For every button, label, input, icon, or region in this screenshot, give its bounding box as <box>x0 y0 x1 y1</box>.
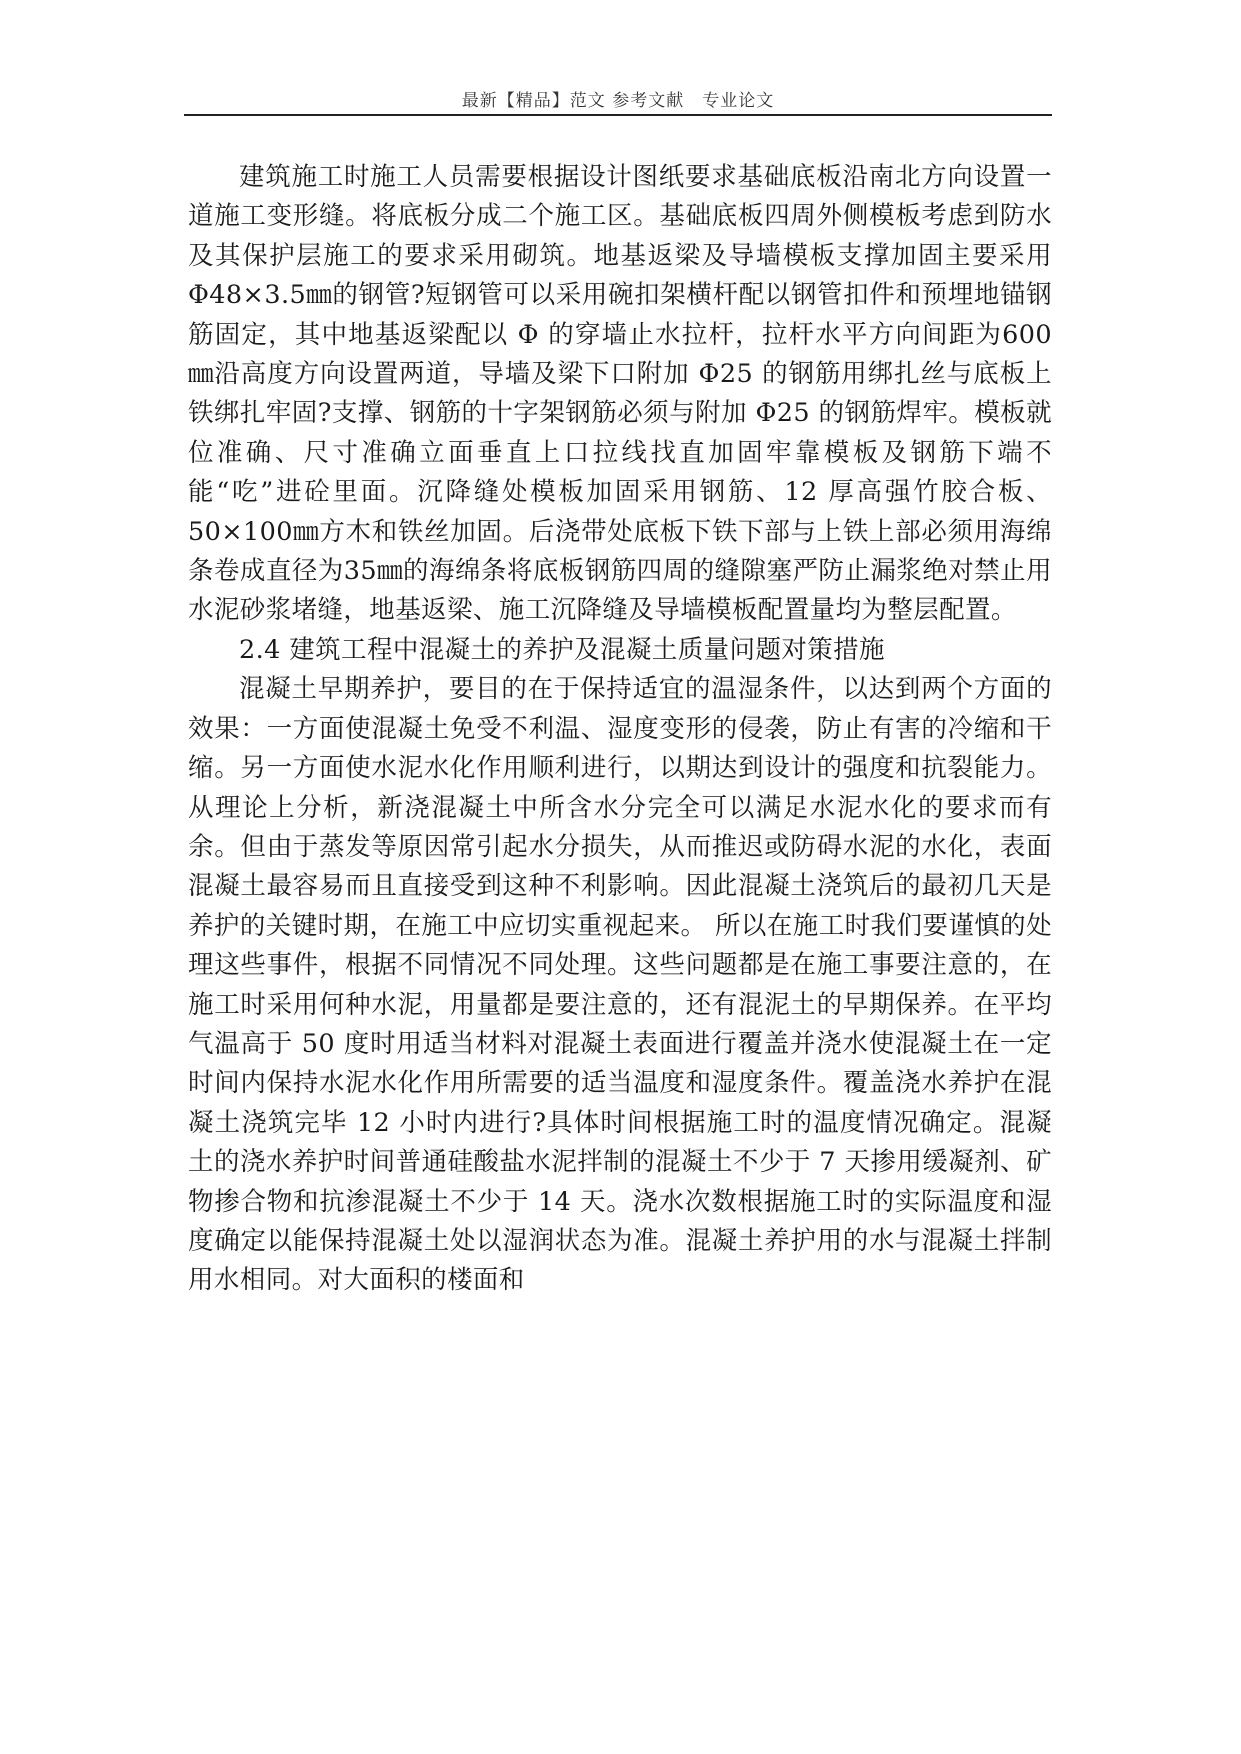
header-divider <box>184 114 1052 116</box>
page-header: 最新【精品】范文 参考文献 专业论文 <box>461 91 775 111</box>
section-heading: 2.4 建筑工程中混凝土的养护及混凝土质量问题对策措施 <box>239 634 885 665</box>
document-body <box>188 158 1052 1301</box>
paragraph-curing: 混凝土早期养护，要目的在于保持适宜的温湿条件，以达到两个方面的效果：一方面使混凝土免受不利温、湿度变形的侵袭，防止有害的冷缩和干缩。另一方面使水泥水化作用顺利进行，以期达到设计的强度和抗裂能力。 从理论上分析，新浇混凝土中所含水分完全可以满足水泥水化的要求而有余。但由于蒸发等原因常引起水分损失，从而推迟或防碍水泥的水化，表面混凝土最容易而且直接受到这种不利影响。因此混凝土浇筑后的最初几天是养护的关键时期，在施工中应切实重视起来。 所以在施工时我们要谨慎的处理这些事件，根据不同情况不同处理。这些问题都是在施工事要注意的，在施工时采用何种水泥，用量都是要注意的，还有混泥土的早期保养。在平均气温高于 50 度时用适当材料对混凝土表面进行覆盖并浇水使混凝土在一定时间内保持水泥水化作用所需要的适当温度和湿度条件。覆盖浇水养护在混凝土浇筑完毕 12 小时内进行?具体时间根据施工时的温度情况确定。混凝土的浇水养护时间普通硅酸盐水泥拌制的混凝土不少于 7 天掺用缓凝剂、矿物掺合物和抗渗混凝土不少于 14 天。浇水次数根据施工时的实际温度和湿度确定以能保持混凝土处以湿润状态为准。混凝土养护用的水与混凝土拌制用水相同。对大面积的楼面和 <box>188 674 1052 1296</box>
paragraph-formwork: 建筑施工时施工人员需要根据设计图纸要求基础底板沿南北方向设置一道施工变形缝。将底板分成二个施工区。基础底板四周外侧模板考虑到防水及其保护层施工的要求采用砌筑。地基返梁及导墙模板支撑加固主要采用 Φ48×3.5㎜的钢管?短钢管可以采用碗扣架横杆配以钢管扣件和预埋地锚钢筋固定，其中地基返梁配以 Φ 的穿墙止水拉杆，拉杆水平方向间距为600㎜沿高度方向设置两道，导墙及梁下口附加 Φ25 的钢筋用绑扎丝与底板上铁绑扎牢固?支撑、钢筋的十字架钢筋必须与附加 Φ25 的钢筋焊牢。模板就位准确、尺寸准确立面垂直上口拉线找直加固牢靠模板及钢筋下端不能“吃”进砼里面。沉降缝处模板加固采用钢筋、12 厚高强竹胶合板、50×100㎜方木和铁丝加固。后浇带处底板下铁下部与上铁上部必须用海绵条卷成直径为35㎜的海绵条将底板钢筋四周的缝隙塞严防止漏浆绝对禁止用水泥砂浆堵缝，地基返梁、施工沉降缝及导墙模板配置量均为整层配置。 <box>188 162 1052 626</box>
